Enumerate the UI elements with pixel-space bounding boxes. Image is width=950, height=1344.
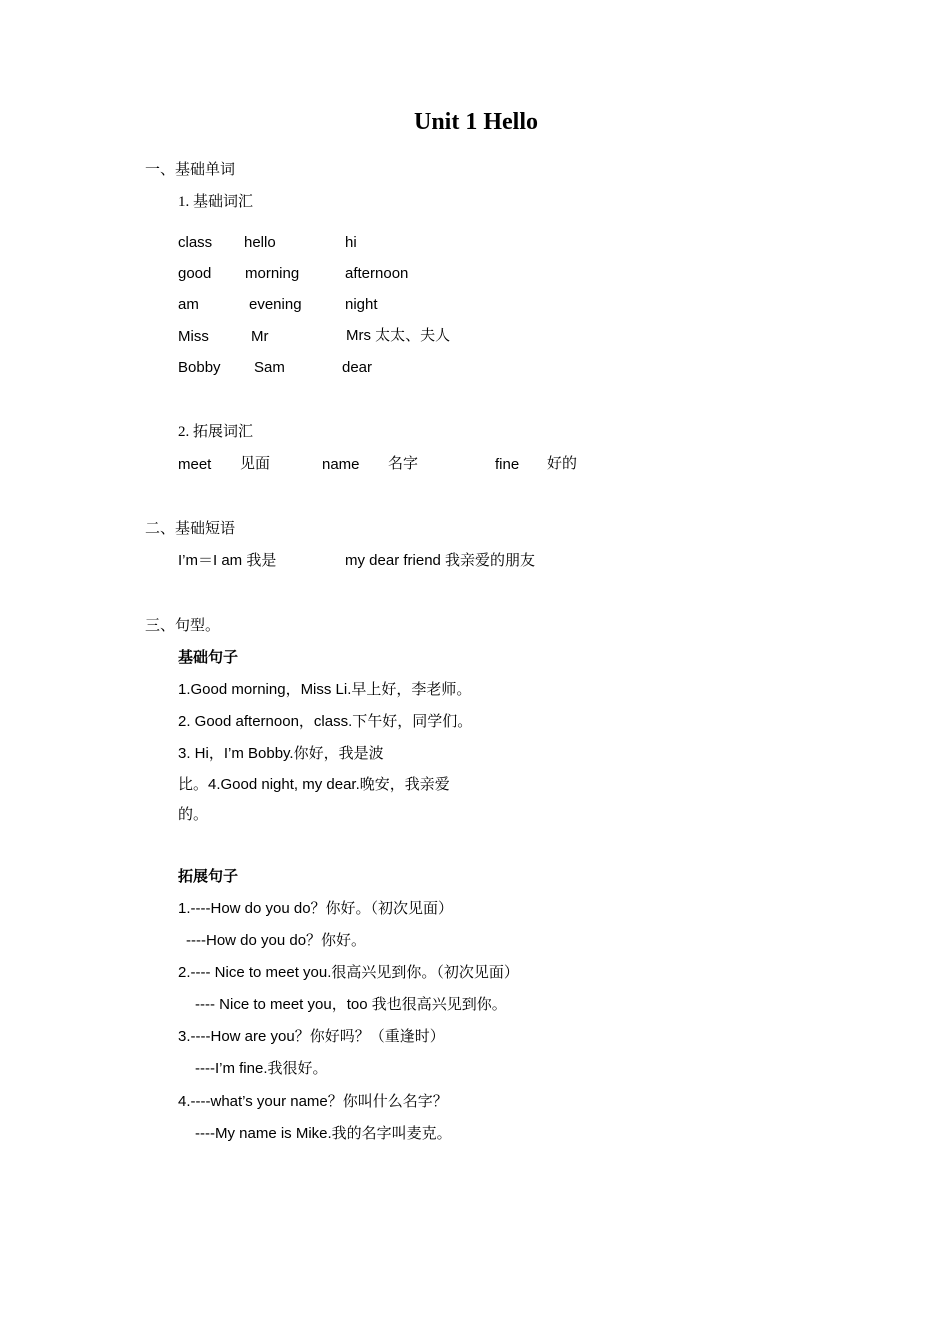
ext-vocab-word: fine [495,456,520,473]
vocab-word: am [178,296,199,313]
vocab-word: Bobby [178,359,221,376]
vocab-word: Mrs 太太、夫人 [346,327,451,344]
sentence-line: 比。4.Good night, my dear.晚安，我亲爱 [178,776,450,793]
sentence-line: 1.Good morning，Miss Li.早上好，李老师。 [178,681,472,698]
phrase-item: my dear friend 我亲爱的朋友 [345,552,536,569]
vocab-word: Mr [251,328,269,345]
section-heading-basic-phrases: 二、基础短语 [145,521,236,537]
vocab-word: good [178,265,212,282]
subheading-basic-sentences: 基础句子 [178,649,239,666]
ext-vocab-word: meet [178,456,212,473]
ext-vocab-word: name [322,456,360,473]
section-heading-sentence-patterns: 三、句型。 [145,618,221,634]
dialogue-line: 2.---- Nice to meet you.很高兴见到你。（初次见面） [178,964,519,981]
dialogue-line: 1.----How do you do？你好。（初次见面） [178,900,454,917]
sentence-line: 2. Good afternoon，class.下午好，同学们。 [178,713,473,730]
subheading-extended-sentences: 拓展句子 [178,868,239,885]
vocab-word: dear [342,359,373,376]
vocab-word: afternoon [345,265,409,282]
vocab-word: hi [345,234,357,251]
dialogue-line: 4.----what’s your name？你叫什么名字？ [178,1093,448,1110]
subheading-extended-vocab: 2. 拓展词汇 [178,424,254,440]
vocab-word: Miss [178,328,209,345]
vocab-word: morning [245,265,300,282]
ext-vocab-meaning: 好的 [547,456,578,472]
vocab-word: class [178,234,213,251]
dialogue-line: ---- Nice to meet you，too 我也很高兴见到你。 [195,996,507,1013]
dialogue-line: ----I’m fine.我很好。 [195,1060,328,1077]
vocab-word: Sam [254,359,285,376]
sentence-line: 3. Hi，I’m Bobby.你好，我是波 [178,745,384,762]
section-heading-basic-words: 一、基础单词 [145,162,236,178]
phrase-item: I’m＝I am 我是 [178,552,277,569]
dialogue-line: ----My name is Mike.我的名字叫麦克。 [195,1125,452,1142]
dialogue-line: ----How do you do？你好。 [186,932,367,949]
subheading-basic-vocab: 1. 基础词汇 [178,194,254,210]
ext-vocab-meaning: 名字 [388,456,419,472]
document-title: Unit 1 Hello [414,109,538,135]
dialogue-line: 3.----How are you？你好吗？（重逢时） [178,1028,445,1045]
vocab-word: evening [249,296,302,313]
vocab-word: hello [244,234,276,251]
ext-vocab-meaning: 见面 [240,456,271,472]
vocab-word: night [345,296,378,313]
sentence-line: 的。 [178,806,209,823]
